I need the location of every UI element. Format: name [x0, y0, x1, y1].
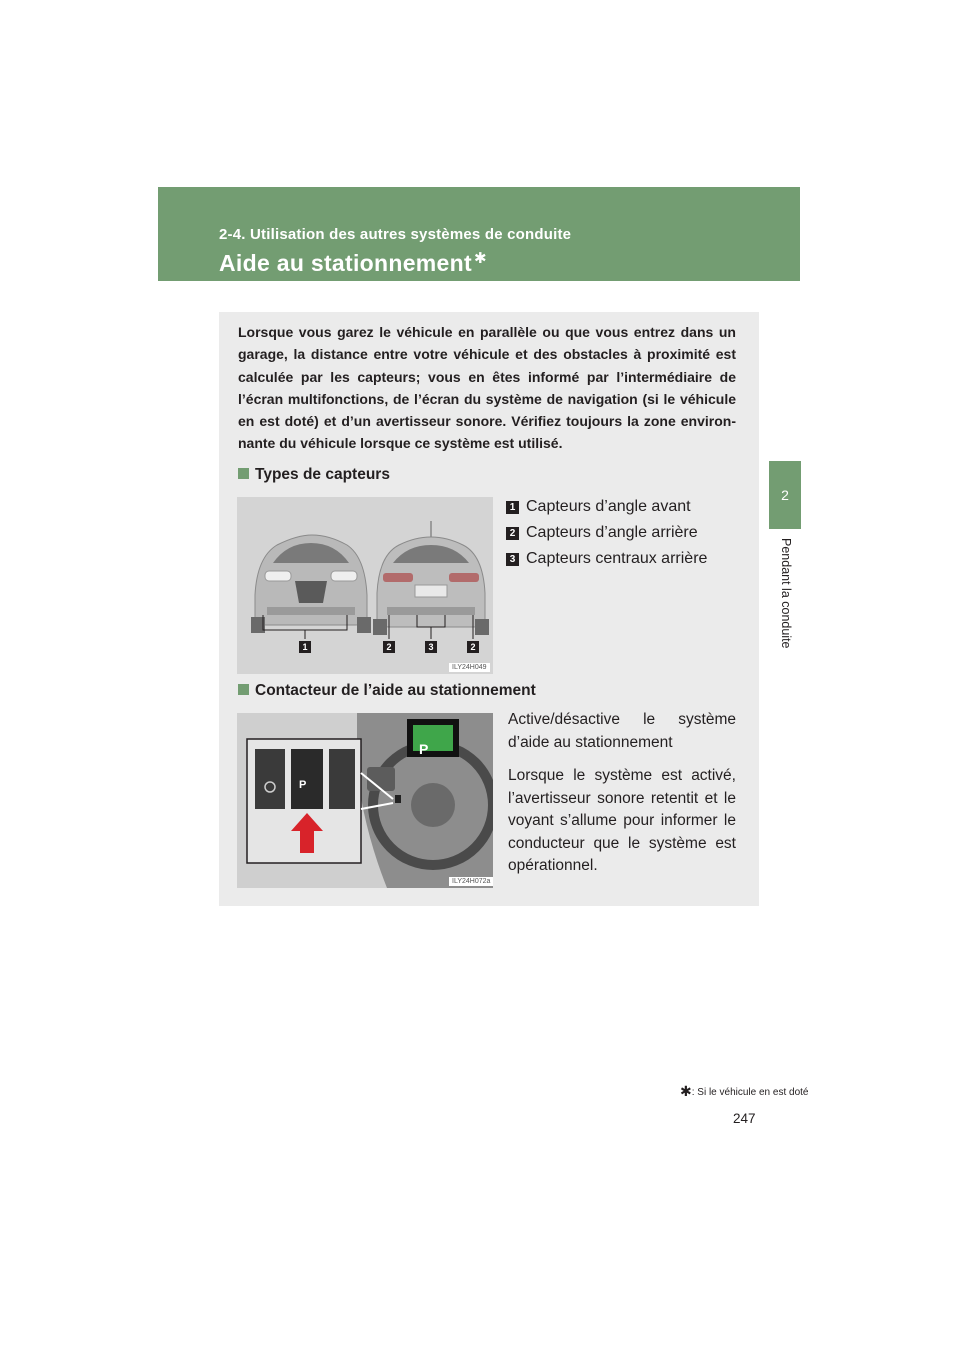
section-label: 2-4. Utilisation des autres systèmes de conduite [219, 226, 572, 243]
footnote [680, 1083, 808, 1100]
callout-front-corner: 1 [299, 641, 311, 653]
page-title [219, 249, 487, 277]
sensor-types-heading-text: Types de capteurs [255, 466, 390, 483]
chapter-tab: 2 [769, 461, 801, 529]
sensor-locations-illustration [237, 497, 493, 674]
footnote-mark: ✱ [680, 1083, 692, 1099]
legend-item [506, 520, 707, 546]
image-code: ILY24H072a [449, 877, 493, 886]
bullet-square-icon [238, 468, 249, 479]
parking-assist-switch [291, 749, 323, 809]
switch-location-illustration [237, 713, 493, 888]
switch-p-label: P [299, 779, 307, 791]
callout-rear-corner-left: 2 [383, 641, 395, 653]
optional-equipment-mark: ✱ [473, 250, 487, 267]
legend-item [506, 546, 707, 572]
page-title-text: Aide au stationnement [219, 250, 472, 276]
image-code: ILY24H049 [449, 663, 490, 672]
callout-rear-corner-right: 2 [467, 641, 479, 653]
intro-paragraph: Lorsque vous garez le véhicule en parallèle ou que vous entrez dans un garage, la distance entre votre véhicule et des obstacles à proximité est calculée par les capteurs; vous en êtes informé par l’intermédiaire de l’écran multifonctions, de l’écran du système de navigation (si le véhicule en est doté) et d’un avertisseur sonore. Vérifiez toujours la zone environ-nante du véhicule lorsque ce système est utilisé. [238, 324, 736, 452]
page-number: 247 [733, 1111, 756, 1126]
legend-label: Capteurs centraux arrière [526, 550, 708, 567]
chapter-label: Pendant la conduite [779, 538, 793, 649]
legend-number: 1 [506, 501, 519, 514]
callout-rear-center: 3 [425, 641, 437, 653]
switch-heading-text: Contacteur de l’aide au stationnement [255, 682, 536, 699]
bullet-square-icon [238, 684, 249, 695]
footnote-text: : Si le véhicule en est doté [691, 1087, 809, 1098]
cars-front-rear-svg [237, 497, 493, 674]
legend-item [506, 494, 707, 520]
sensor-types-heading [238, 466, 390, 484]
switch-description-2: Lorsque le système est activé, l’avertisseur sonore retentit et le voyant s’allume pour informer le conducteur que le système est opérationnel. [508, 767, 736, 874]
switch-heading [238, 682, 536, 700]
legend-number: 2 [506, 527, 519, 540]
sensor-legend [506, 494, 707, 572]
legend-label: Capteurs d’angle avant [526, 498, 691, 515]
switch-description-1: Active/désactive le système d’aide au stationnement [508, 711, 736, 751]
legend-number: 3 [506, 553, 519, 566]
dashboard-switch-svg [237, 713, 493, 888]
indicator-p-label: P [419, 741, 429, 757]
legend-label: Capteurs d’angle arrière [526, 524, 698, 541]
